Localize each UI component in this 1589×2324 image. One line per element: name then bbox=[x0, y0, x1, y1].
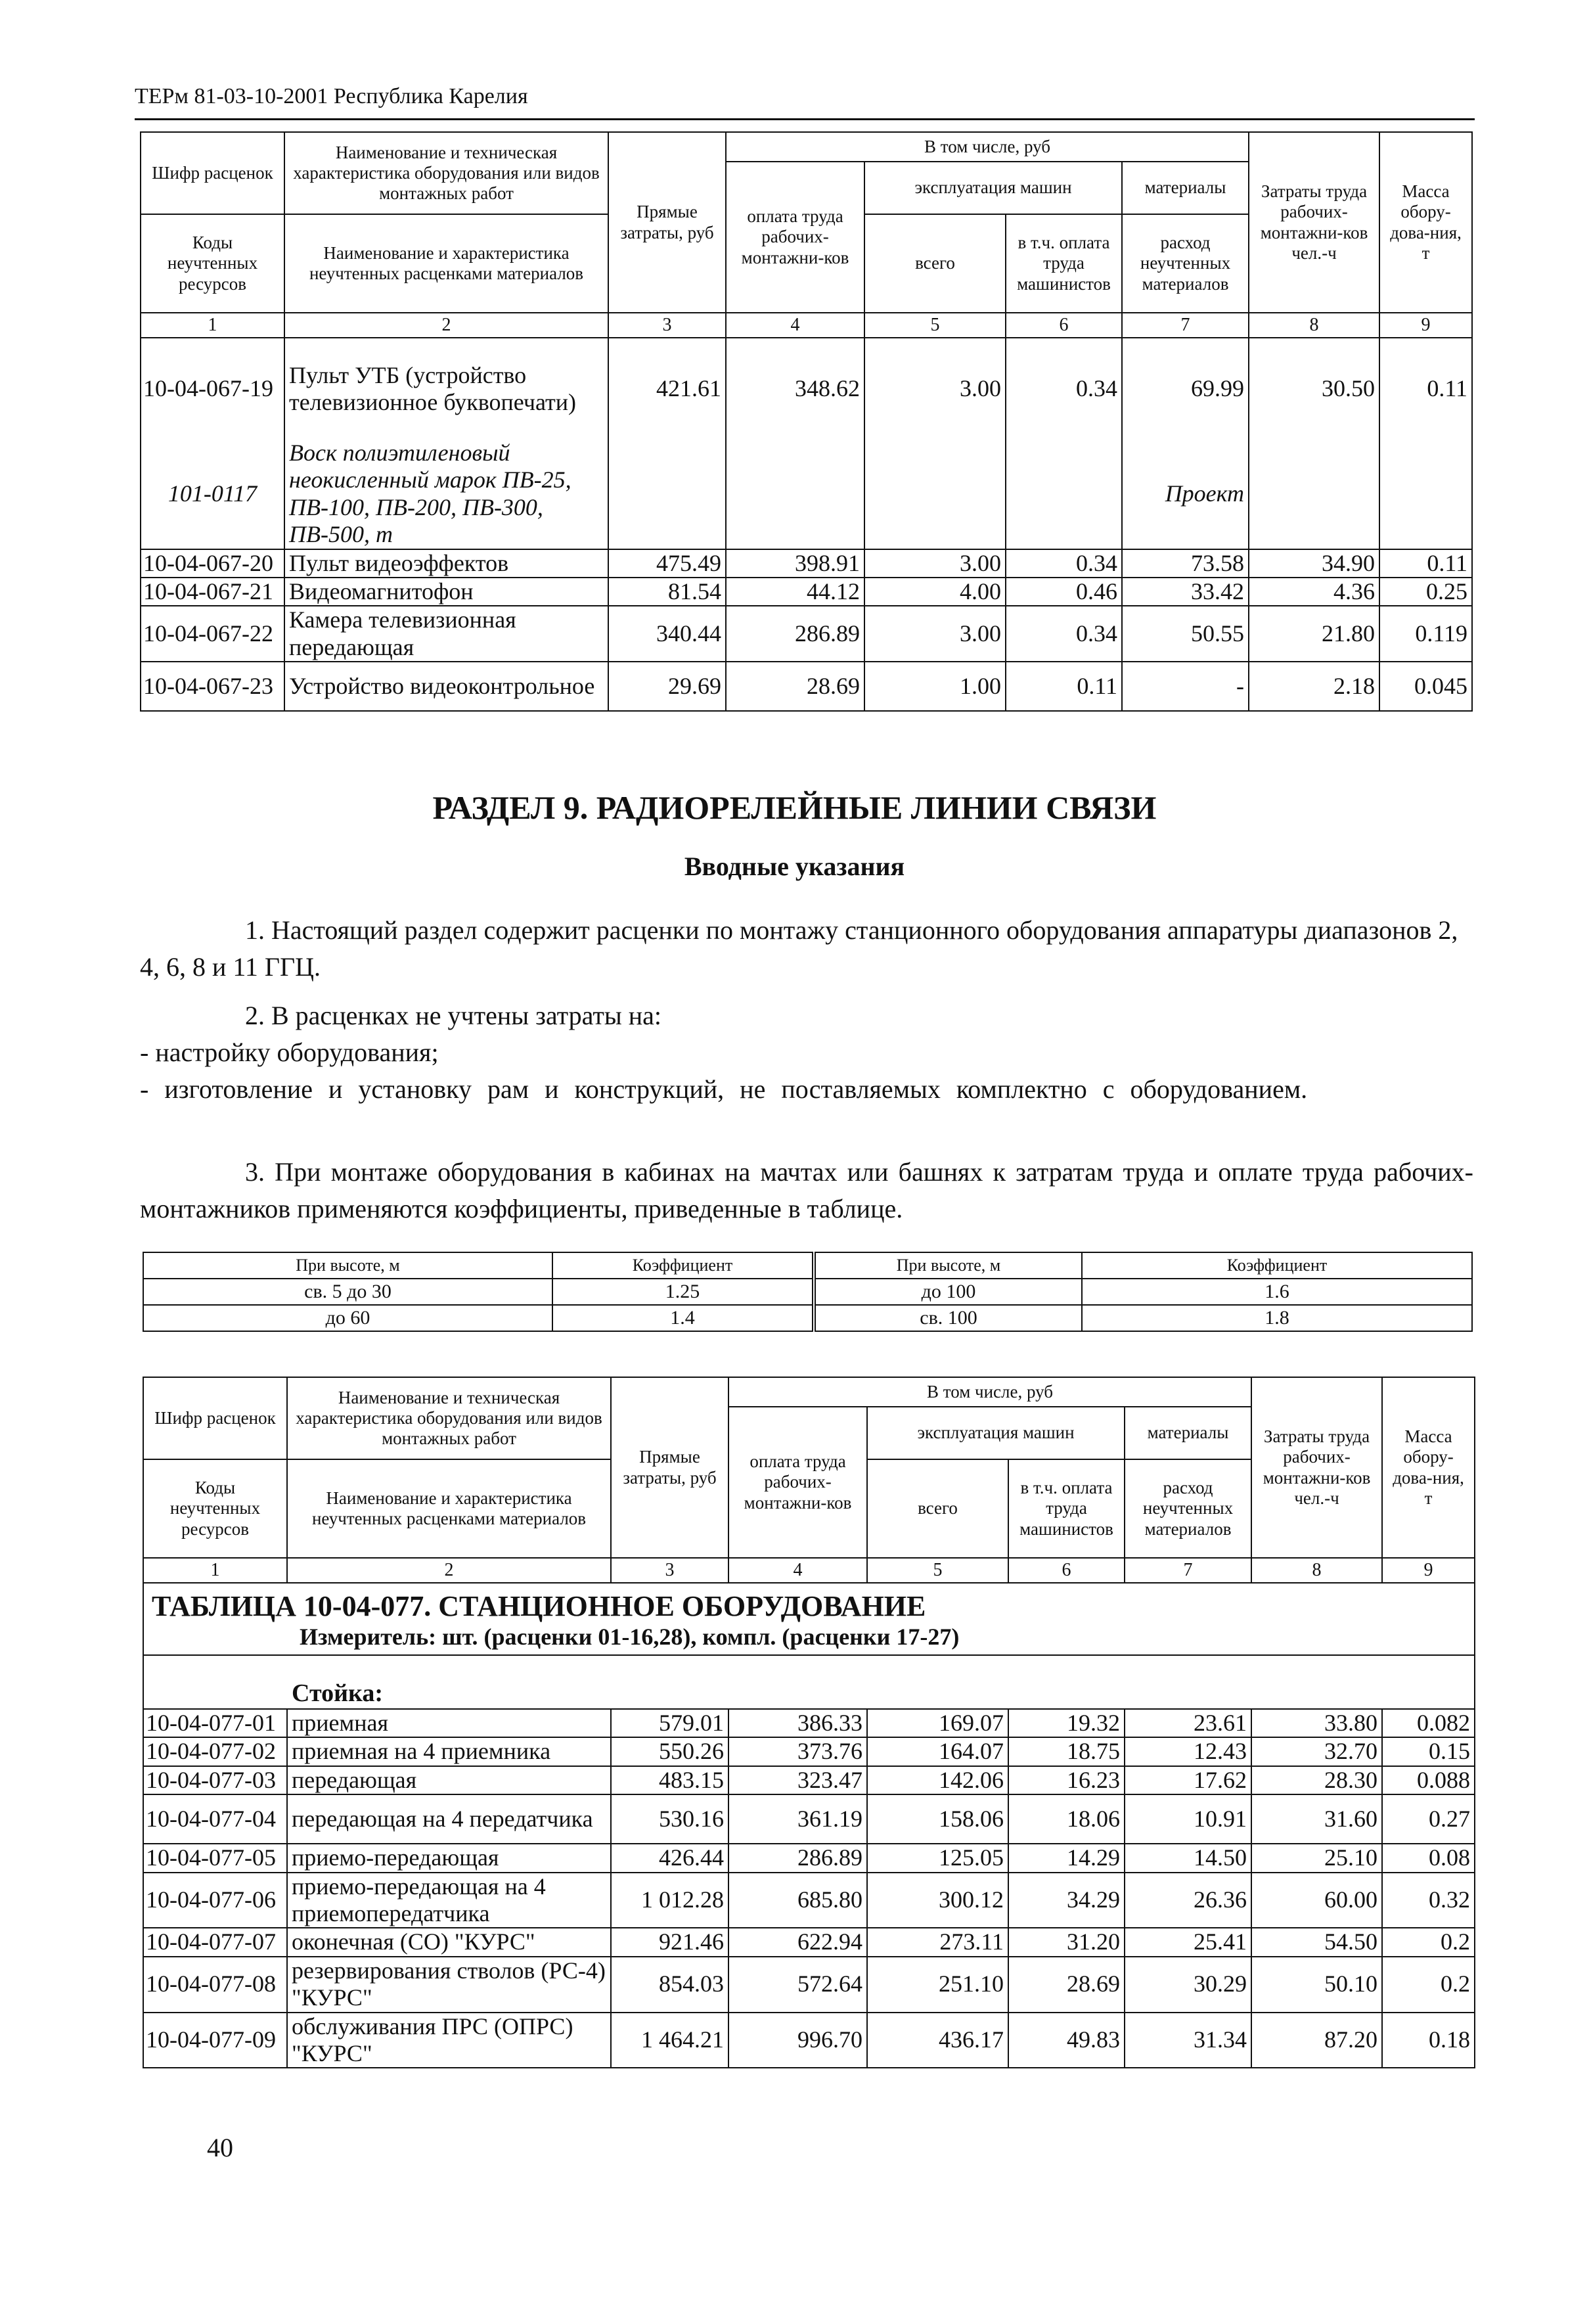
value-cell: 300.12 bbox=[867, 1873, 1008, 1928]
column-number: 8 bbox=[1251, 1558, 1382, 1583]
value-cell: 3.00 bbox=[864, 549, 1006, 578]
col-header-res-name: Наименование и характеристика неучтенных расценками материалов bbox=[287, 1459, 611, 1558]
value-cell: 286.89 bbox=[728, 1844, 867, 1872]
value-cell: 0.119 bbox=[1379, 606, 1472, 662]
value-cell: 286.89 bbox=[726, 606, 864, 662]
col-header-direct: Прямые затраты, руб bbox=[608, 132, 726, 313]
coef-cell: св. 100 bbox=[814, 1305, 1082, 1331]
paragraph-3: 3. При монтаже оборудования в кабинах на мачтах или башнях к затратам труда и оплате труда рабочих-монтажников применяются коэффициенты, приведенные в таблице. bbox=[140, 1157, 1473, 1223]
table-row bbox=[141, 549, 1472, 578]
rates-table-077 bbox=[143, 1377, 1475, 2068]
value-cell: 18.06 bbox=[1008, 1794, 1125, 1844]
col-header-mat-unacc: расход неучтенных материалов bbox=[1122, 214, 1249, 313]
column-number: 8 bbox=[1249, 313, 1379, 338]
value-cell: 398.91 bbox=[726, 549, 864, 578]
value-cell: 0.088 bbox=[1382, 1766, 1475, 1794]
value-cell: 0.2 bbox=[1382, 1957, 1475, 2013]
value-cell: 33.42 bbox=[1122, 578, 1249, 606]
paragraph-1: 1. Настоящий раздел содержит расценки по монтажу станционного оборудования аппаратуры диапазонов 2, 4, 6, 8 и 11 ГГЦ. bbox=[140, 915, 1458, 982]
value-cell: 10.91 bbox=[1125, 1794, 1251, 1844]
value-cell: 0.15 bbox=[1382, 1737, 1475, 1766]
value-cell: 0.11 bbox=[1379, 549, 1472, 578]
col-header-res-codes: Коды неучтенных ресурсов bbox=[141, 214, 284, 313]
rate-name: Пульт УТБ (устройство телевизионное буквопечати) bbox=[284, 338, 608, 440]
empty-cell bbox=[1379, 440, 1472, 549]
table-row bbox=[141, 662, 1472, 711]
col-header-mach-total: всего bbox=[864, 214, 1006, 313]
rate-name: приемо-передающая на 4 приемопередатчика bbox=[287, 1873, 611, 1928]
rate-name: оконечная (СО) "КУРС" bbox=[287, 1928, 611, 1956]
value-cell: 1 012.28 bbox=[611, 1873, 728, 1928]
value-cell: 69.99 bbox=[1122, 338, 1249, 440]
value-cell: 30.29 bbox=[1125, 1957, 1251, 2013]
col-header-mass: Масса обору-дова-ния, т bbox=[1382, 1377, 1475, 1558]
value-cell: 60.00 bbox=[1251, 1873, 1382, 1928]
value-cell: 1.00 bbox=[864, 662, 1006, 711]
value-cell: 158.06 bbox=[867, 1794, 1008, 1844]
value-cell: 2.18 bbox=[1249, 662, 1379, 711]
value-cell: 340.44 bbox=[608, 606, 726, 662]
value-cell: 921.46 bbox=[611, 1928, 728, 1956]
col-header-name: Наименование и техническая характеристика оборудования или видов монтажных работ bbox=[284, 132, 608, 214]
table-unit: Измеритель: шт. (расценки 01-16,28), компл. (расценки 17-27) bbox=[300, 1623, 960, 1650]
column-number: 5 bbox=[864, 313, 1006, 338]
value-cell: 30.50 bbox=[1249, 338, 1379, 440]
coef-header: Коэффициент bbox=[552, 1252, 814, 1279]
value-cell: 996.70 bbox=[728, 2013, 867, 2068]
value-cell: 33.80 bbox=[1251, 1709, 1382, 1737]
column-number: 1 bbox=[141, 313, 284, 338]
value-cell: 54.50 bbox=[1251, 1928, 1382, 1956]
value-cell: 0.34 bbox=[1006, 338, 1122, 440]
rate-code: 10-04-077-08 bbox=[143, 1957, 287, 2013]
column-number: 5 bbox=[867, 1558, 1008, 1583]
resource-code: 101-0117 bbox=[141, 440, 284, 549]
value-cell: 579.01 bbox=[611, 1709, 728, 1737]
col-header-res-codes: Коды неучтенных ресурсов bbox=[143, 1459, 287, 1558]
column-number: 3 bbox=[608, 313, 726, 338]
resource-material: Проект bbox=[1122, 440, 1249, 549]
coef-cell: до 100 bbox=[814, 1279, 1082, 1305]
value-cell: 854.03 bbox=[611, 1957, 728, 2013]
table-row bbox=[143, 1957, 1475, 2013]
coef-row bbox=[143, 1305, 1472, 1331]
value-cell: 685.80 bbox=[728, 1873, 867, 1928]
column-number: 2 bbox=[287, 1558, 611, 1583]
table-title: ТАБЛИЦА 10-04-077. СТАНЦИОННОЕ ОБОРУДОВАНИЕ bbox=[152, 1590, 926, 1622]
rate-name: приемная bbox=[287, 1709, 611, 1737]
rate-code: 10-04-077-05 bbox=[143, 1844, 287, 1872]
rate-name: обслуживания ПРС (ОПРС) "КУРС" bbox=[287, 2013, 611, 2068]
value-cell: 0.34 bbox=[1006, 549, 1122, 578]
value-cell: 361.19 bbox=[728, 1794, 867, 1844]
value-cell: 0.082 bbox=[1382, 1709, 1475, 1737]
value-cell: 31.20 bbox=[1008, 1928, 1125, 1956]
rate-code: 10-04-077-06 bbox=[143, 1873, 287, 1928]
table-row bbox=[143, 1794, 1475, 1844]
value-cell: 73.58 bbox=[1122, 549, 1249, 578]
value-cell: 26.36 bbox=[1125, 1873, 1251, 1928]
col-header-mach-pay: в т.ч. оплата труда машинистов bbox=[1006, 214, 1122, 313]
rate-name: Пульт видеоэффектов bbox=[284, 549, 608, 578]
value-cell: 50.55 bbox=[1122, 606, 1249, 662]
rate-code: 10-04-067-23 bbox=[141, 662, 284, 711]
value-cell: 251.10 bbox=[867, 1957, 1008, 2013]
value-cell: 0.34 bbox=[1006, 606, 1122, 662]
column-number: 9 bbox=[1382, 1558, 1475, 1583]
rate-code: 10-04-067-21 bbox=[141, 578, 284, 606]
value-cell: 28.69 bbox=[726, 662, 864, 711]
value-cell: 34.29 bbox=[1008, 1873, 1125, 1928]
value-cell: 0.045 bbox=[1379, 662, 1472, 711]
paragraph-2b: - изготовление и установку рам и конструкций, не поставляемых комплектно с оборудованием. bbox=[140, 1074, 1308, 1104]
value-cell: 81.54 bbox=[608, 578, 726, 606]
value-cell: 29.69 bbox=[608, 662, 726, 711]
col-header-mass: Масса обору-дова-ния, т bbox=[1379, 132, 1472, 313]
section-title: РАЗДЕЛ 9. РАДИОРЕЛЕЙНЫЕ ЛИНИИ СВЯЗИ bbox=[432, 789, 1157, 826]
value-cell: 0.2 bbox=[1382, 1928, 1475, 1956]
value-cell: 0.11 bbox=[1379, 338, 1472, 440]
value-cell: 0.46 bbox=[1006, 578, 1122, 606]
value-cell: 475.49 bbox=[608, 549, 726, 578]
section-subtitle: Вводные указания bbox=[684, 852, 905, 881]
rate-name: передающая на 4 передатчика bbox=[287, 1794, 611, 1844]
table-row bbox=[143, 1844, 1475, 1872]
paragraph-2a: - настройку оборудования; bbox=[140, 1037, 439, 1067]
value-cell: 386.33 bbox=[728, 1709, 867, 1737]
col-header-including: В том числе, руб bbox=[726, 132, 1249, 162]
value-cell: 87.20 bbox=[1251, 2013, 1382, 2068]
col-header-labor: Затраты труда рабочих-монтажни-ков чел.-ч bbox=[1249, 132, 1379, 313]
rate-code: 10-04-067-19 bbox=[141, 338, 284, 440]
value-cell: 142.06 bbox=[867, 1766, 1008, 1794]
rate-name: приемная на 4 приемника bbox=[287, 1737, 611, 1766]
value-cell: 25.41 bbox=[1125, 1928, 1251, 1956]
table-row bbox=[143, 2013, 1475, 2068]
table-row bbox=[141, 578, 1472, 606]
col-header-materials: материалы bbox=[1122, 162, 1249, 214]
value-cell: 323.47 bbox=[728, 1766, 867, 1794]
value-cell: 14.50 bbox=[1125, 1844, 1251, 1872]
value-cell: 3.00 bbox=[864, 338, 1006, 440]
value-cell: 12.43 bbox=[1125, 1737, 1251, 1766]
value-cell: 348.62 bbox=[726, 338, 864, 440]
coef-cell: 1.25 bbox=[552, 1279, 814, 1305]
value-cell: 436.17 bbox=[867, 2013, 1008, 2068]
coef-header: При высоте, м bbox=[814, 1252, 1082, 1279]
col-header-res-name: Наименование и характеристика неучтенных расценками материалов bbox=[284, 214, 608, 313]
value-cell: 0.27 bbox=[1382, 1794, 1475, 1844]
col-header-machines: эксплуатация машин bbox=[867, 1407, 1125, 1459]
value-cell: 32.70 bbox=[1251, 1737, 1382, 1766]
value-cell: 18.75 bbox=[1008, 1737, 1125, 1766]
table-row bbox=[143, 1766, 1475, 1794]
col-header-code: Шифр расценок bbox=[143, 1377, 287, 1459]
table-title-row bbox=[143, 1583, 1475, 1655]
value-cell: 50.10 bbox=[1251, 1957, 1382, 2013]
column-number: 6 bbox=[1008, 1558, 1125, 1583]
value-cell: 421.61 bbox=[608, 338, 726, 440]
value-cell: 373.76 bbox=[728, 1737, 867, 1766]
value-cell: 4.36 bbox=[1249, 578, 1379, 606]
column-number: 3 bbox=[611, 1558, 728, 1583]
value-cell: 31.60 bbox=[1251, 1794, 1382, 1844]
empty-cell bbox=[1249, 440, 1379, 549]
coef-cell: 1.4 bbox=[552, 1305, 814, 1331]
value-cell: 0.08 bbox=[1382, 1844, 1475, 1872]
value-cell: 4.00 bbox=[864, 578, 1006, 606]
value-cell: 21.80 bbox=[1249, 606, 1379, 662]
value-cell: 0.11 bbox=[1006, 662, 1122, 711]
rate-code: 10-04-077-09 bbox=[143, 2013, 287, 2068]
value-cell: 23.61 bbox=[1125, 1709, 1251, 1737]
value-cell: 16.23 bbox=[1008, 1766, 1125, 1794]
col-header-labor-pay: оплата труда рабочих-монтажни-ков bbox=[728, 1407, 867, 1558]
rate-name: резервирования стволов (РС-4) "КУРС" bbox=[287, 1957, 611, 2013]
value-cell: 28.69 bbox=[1008, 1957, 1125, 2013]
value-cell: 1 464.21 bbox=[611, 2013, 728, 2068]
column-number: 7 bbox=[1122, 313, 1249, 338]
rate-name: приемо-передающая bbox=[287, 1844, 611, 1872]
coef-header-row bbox=[143, 1252, 1472, 1279]
value-cell: 164.07 bbox=[867, 1737, 1008, 1766]
group-row bbox=[143, 1655, 1475, 1709]
value-cell: 49.83 bbox=[1008, 2013, 1125, 2068]
value-cell: 125.05 bbox=[867, 1844, 1008, 1872]
value-cell: 0.25 bbox=[1379, 578, 1472, 606]
rate-code: 10-04-077-04 bbox=[143, 1794, 287, 1844]
col-header-machines: эксплуатация машин bbox=[864, 162, 1122, 214]
value-cell: 19.32 bbox=[1008, 1709, 1125, 1737]
coef-header: Коэффициент bbox=[1082, 1252, 1472, 1279]
rate-name: Видеомагнитофон bbox=[284, 578, 608, 606]
table-row bbox=[143, 1709, 1475, 1737]
col-header-code: Шифр расценок bbox=[141, 132, 284, 214]
table-row bbox=[141, 606, 1472, 662]
value-cell: 550.26 bbox=[611, 1737, 728, 1766]
coef-row bbox=[143, 1279, 1472, 1305]
column-number: 4 bbox=[726, 313, 864, 338]
table-row bbox=[143, 1737, 1475, 1766]
rate-code: 10-04-067-22 bbox=[141, 606, 284, 662]
column-number: 6 bbox=[1006, 313, 1122, 338]
col-header-direct: Прямые затраты, руб bbox=[611, 1377, 728, 1558]
col-header-mat-unacc: расход неучтенных материалов bbox=[1125, 1459, 1251, 1558]
value-cell: 622.94 bbox=[728, 1928, 867, 1956]
empty-cell bbox=[726, 440, 864, 549]
rate-name: Камера телевизионная передающая bbox=[284, 606, 608, 662]
coef-header: При высоте, м bbox=[143, 1252, 552, 1279]
coef-cell: до 60 bbox=[143, 1305, 552, 1331]
value-cell: 14.29 bbox=[1008, 1844, 1125, 1872]
col-header-labor-pay: оплата труда рабочих-монтажни-ков bbox=[726, 162, 864, 313]
rate-code: 10-04-067-20 bbox=[141, 549, 284, 578]
empty-cell bbox=[1006, 440, 1122, 549]
col-header-including: В том числе, руб bbox=[728, 1377, 1251, 1407]
value-cell: 3.00 bbox=[864, 606, 1006, 662]
value-cell: 483.15 bbox=[611, 1766, 728, 1794]
value-cell: 273.11 bbox=[867, 1928, 1008, 1956]
resource-name: Воск полиэтиленовый неокисленный марок ПВ-25, ПВ-100, ПВ-200, ПВ-300, ПВ-500, т bbox=[284, 440, 608, 549]
rate-name: Устройство видеоконтрольное bbox=[284, 662, 608, 711]
rate-code: 10-04-077-07 bbox=[143, 1928, 287, 1956]
col-header-labor: Затраты труда рабочих-монтажни-ков чел.-ч bbox=[1251, 1377, 1382, 1558]
value-cell: 44.12 bbox=[726, 578, 864, 606]
column-number: 4 bbox=[728, 1558, 867, 1583]
col-header-name: Наименование и техническая характеристика оборудования или видов монтажных работ bbox=[287, 1377, 611, 1459]
value-cell: 31.34 bbox=[1125, 2013, 1251, 2068]
table-row bbox=[143, 1928, 1475, 1956]
paragraph-2: 2. В расценках не учтены затраты на: bbox=[245, 1001, 661, 1030]
col-header-mach-total: всего bbox=[867, 1459, 1008, 1558]
rate-code: 10-04-077-02 bbox=[143, 1737, 287, 1766]
value-cell: 34.90 bbox=[1249, 549, 1379, 578]
rate-code: 10-04-077-01 bbox=[143, 1709, 287, 1737]
column-number: 9 bbox=[1379, 313, 1472, 338]
table-row bbox=[141, 338, 1472, 440]
rate-name: передающая bbox=[287, 1766, 611, 1794]
col-header-mach-pay: в т.ч. оплата труда машинистов bbox=[1008, 1459, 1125, 1558]
unaccounted-resource-row bbox=[141, 440, 1472, 549]
value-cell: 426.44 bbox=[611, 1844, 728, 1872]
col-header-materials: материалы bbox=[1125, 1407, 1251, 1459]
height-coefficient-table bbox=[143, 1252, 1473, 1332]
value-cell: 530.16 bbox=[611, 1794, 728, 1844]
value-cell: 572.64 bbox=[728, 1957, 867, 2013]
column-number: 2 bbox=[284, 313, 608, 338]
value-cell: - bbox=[1122, 662, 1249, 711]
column-number: 7 bbox=[1125, 1558, 1251, 1583]
page-number: 40 bbox=[207, 2133, 233, 2162]
value-cell: 17.62 bbox=[1125, 1766, 1251, 1794]
group-label: Стойка: bbox=[292, 1679, 383, 1708]
rates-table-067 bbox=[140, 131, 1473, 712]
running-header: ТЕРм 81-03-10-2001 Республика Карелия bbox=[135, 84, 528, 108]
value-cell: 169.07 bbox=[867, 1709, 1008, 1737]
value-cell: 0.32 bbox=[1382, 1873, 1475, 1928]
table-row bbox=[143, 1873, 1475, 1928]
coef-cell: 1.6 bbox=[1082, 1279, 1472, 1305]
column-number: 1 bbox=[143, 1558, 287, 1583]
header-divider bbox=[135, 118, 1475, 120]
rate-code: 10-04-077-03 bbox=[143, 1766, 287, 1794]
empty-cell bbox=[864, 440, 1006, 549]
coef-cell: 1.8 bbox=[1082, 1305, 1472, 1331]
coef-cell: св. 5 до 30 bbox=[143, 1279, 552, 1305]
empty-cell bbox=[608, 440, 726, 549]
value-cell: 28.30 bbox=[1251, 1766, 1382, 1794]
value-cell: 0.18 bbox=[1382, 2013, 1475, 2068]
value-cell: 25.10 bbox=[1251, 1844, 1382, 1872]
